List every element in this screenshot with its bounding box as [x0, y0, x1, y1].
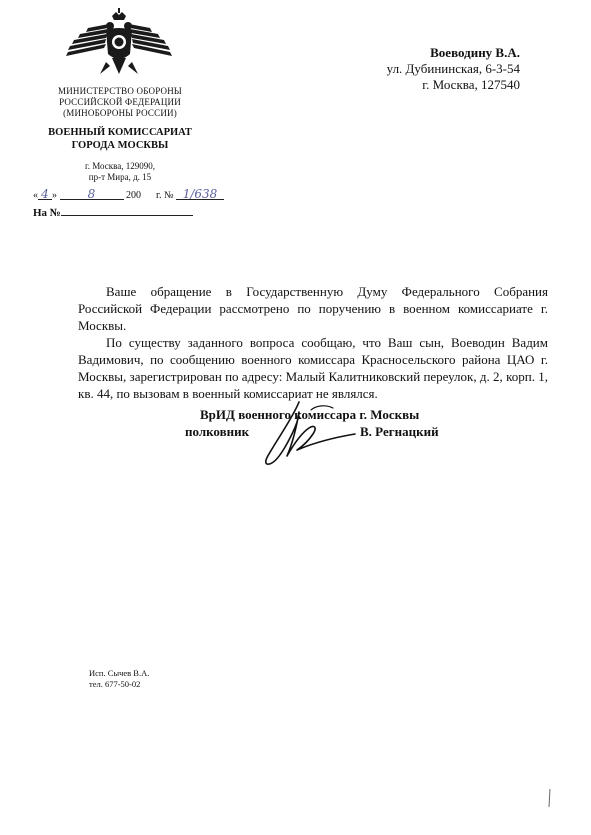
ministry-emblem-icon	[60, 8, 178, 90]
reference-year-suffix: г.	[156, 190, 162, 201]
recipient-street: ул. Дубининская, 6-3-54	[386, 61, 520, 76]
commissariat-name	[30, 126, 210, 152]
signatory-name: В. Регнацкий	[360, 424, 439, 439]
reference-day: 4	[38, 187, 52, 200]
in-reply-to-blank	[61, 203, 193, 216]
executor-phone: тел. 677-50-02	[89, 679, 141, 689]
executor-name: Исп. Сычев В.А.	[89, 668, 150, 678]
recipient-city: г. Москва, 127540	[422, 77, 520, 92]
commissariat-line: ГОРОДА МОСКВЫ	[71, 140, 169, 151]
ministry-line: (МИНОБОРОНЫ РОССИИ)	[63, 108, 177, 118]
executor-block	[89, 668, 149, 690]
reference-number-label: №	[163, 190, 174, 201]
ministry-line: МИНИСТЕРСТВО ОБОРОНЫ	[58, 86, 182, 96]
reference-year-prefix: 200	[126, 190, 141, 201]
reference-dateline: « 4 » 8 200 г. № 1/638	[33, 187, 224, 201]
in-reply-to-line	[33, 203, 193, 219]
reference-number: 1/638	[176, 187, 224, 200]
body-paragraph: Ваше обращение в Государственную Думу Федерального Собрания Российской Федерации рассмотрено по поручению в военном комиссариате г. Москвы.	[78, 284, 548, 333]
reference-month: 8	[60, 187, 124, 200]
in-reply-to-label: На №	[33, 207, 61, 219]
body-paragraph: По существу заданного вопроса сообщаю, что Ваш сын, Воеводин Вадим Вадимович, по сообщению военного комиссара Красносельского района ЦАО г. Москвы, зарегистрирован по адресу: Малый Калитниковский переулок, д. 2, корп. 1, кв. 44, по вызовам в военный комиссариат не являлся.	[78, 335, 548, 401]
handwritten-signature	[255, 398, 365, 470]
recipient-name: Воеводину В.А.	[430, 45, 520, 60]
sender-address-line: г. Москва, 129090,	[85, 161, 155, 171]
letter-body	[78, 283, 548, 402]
sender-address	[30, 161, 210, 183]
signatory-rank: полковник	[185, 424, 250, 439]
commissariat-line: ВОЕННЫЙ КОМИССАРИАТ	[48, 127, 192, 138]
ministry-line: РОССИЙСКОЙ ФЕДЕРАЦИИ	[59, 97, 181, 107]
signatory-title: ВрИД военного комиссара г. Москвы	[200, 407, 420, 422]
margin-mark	[546, 788, 554, 808]
sender-address-line: пр-т Мира, д. 15	[88, 172, 152, 182]
recipient-block	[360, 45, 520, 93]
ministry-name	[30, 86, 210, 119]
